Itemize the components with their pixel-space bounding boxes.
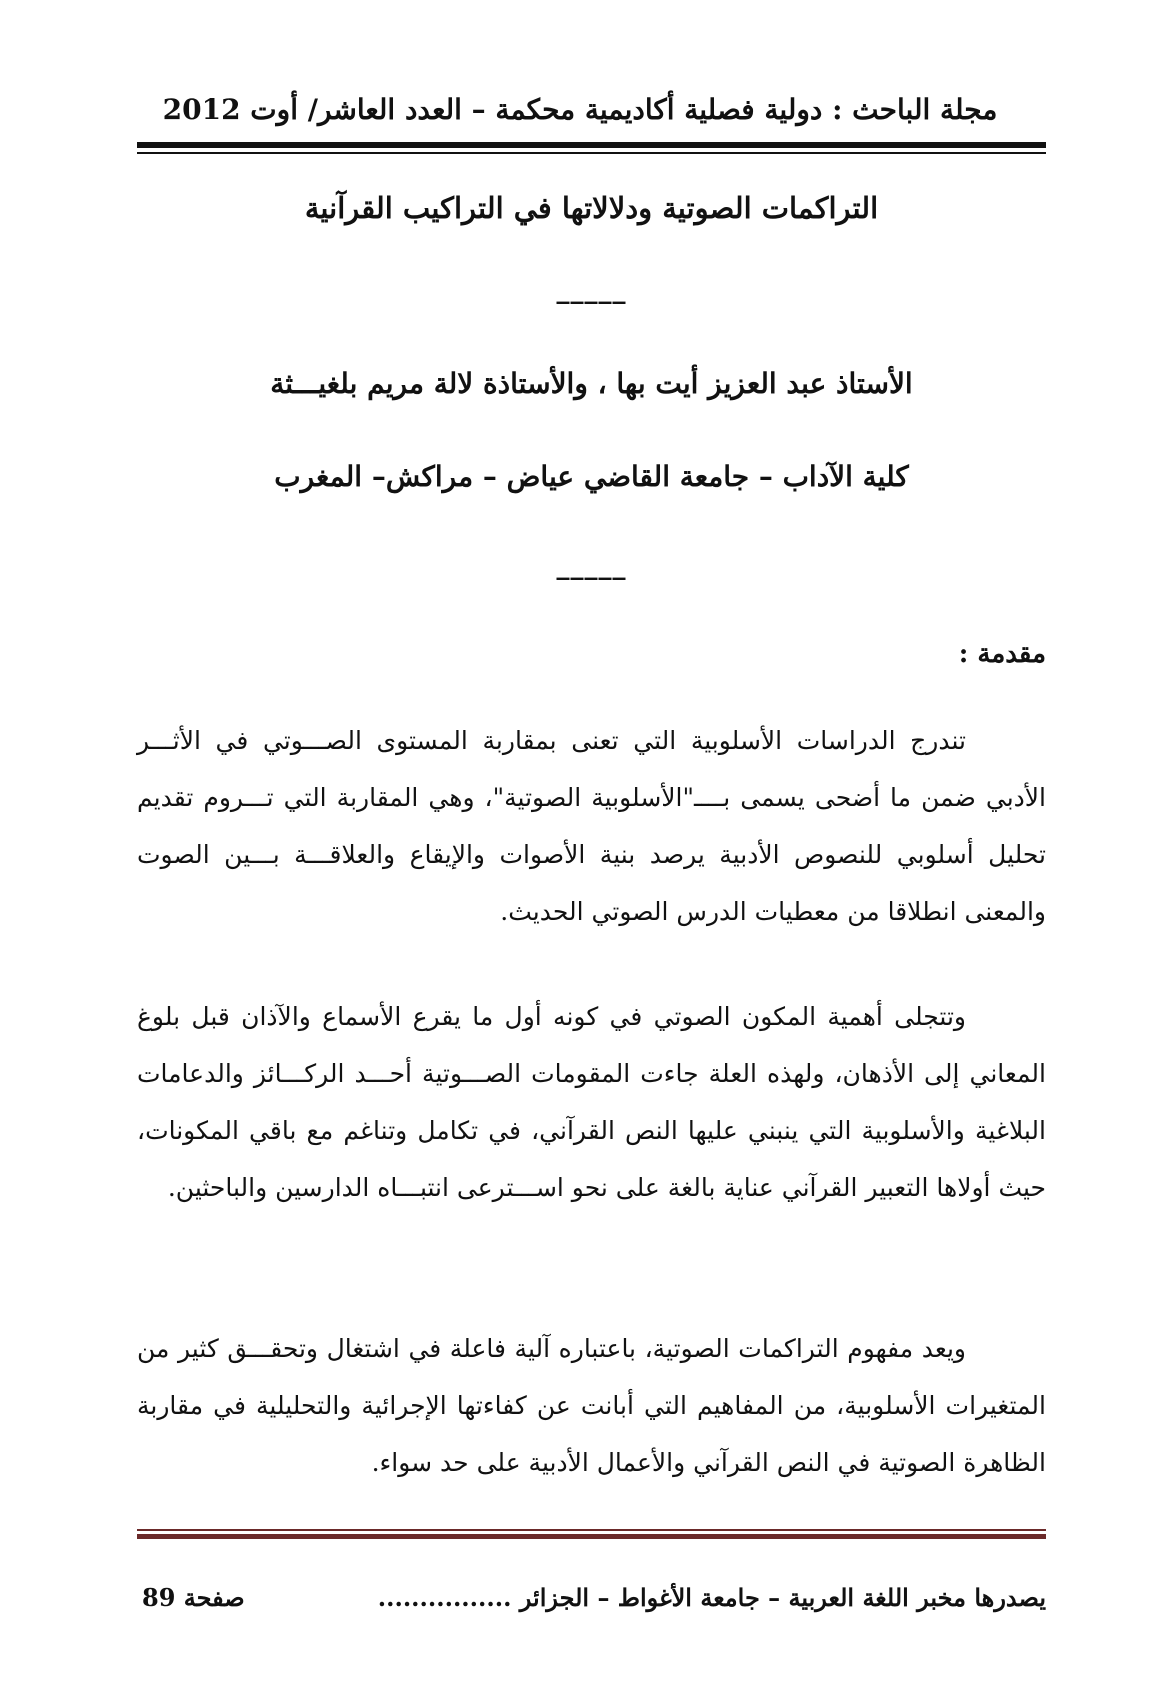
journal-header: مجلة الباحث : دولية فصلية أكاديمية محكمة – العدد العاشر/ أوت 2012 [162, 93, 998, 126]
affiliation-separator: _____ [556, 551, 627, 581]
header-rule-thick [137, 142, 1046, 148]
header-rule-thin [137, 152, 1046, 154]
footer-publisher: يصدرها مخبر اللغة العربية – جامعة الأغواط – الجزائر ................ [377, 1583, 1046, 1612]
title-separator: _____ [556, 275, 627, 305]
article-affiliation: كلية الآداب – جامعة القاضي عياض – مراكش– المغرب [274, 460, 909, 493]
footer-rule-thick [137, 1534, 1046, 1539]
page-number: صفحة 89 [142, 1583, 245, 1612]
intro-heading: مقدمة : [958, 639, 1046, 669]
footer-rule-thin [137, 1529, 1046, 1531]
paragraph-1: تندرج الدراسات الأسلوبية التي تعنى بمقاربة المستوى الصـــوتي في الأثـــر الأدبي ضمن ما أضحى يسمى بــــ"الأسلوبية الصوتية"، وهي المقاربة التي تـــروم تقديم تحليل أسلوبي للنصوص الأدبية يرصد بنية الأصوات والإيقاع والعلاقـــة بـــين الصوت والمعنى انطلاقا من معطيات الدرس الصوتي الحديث. [137, 726, 1046, 926]
paragraph-2: وتتجلى أهمية المكون الصوتي في كونه أول ما يقرع الأسماع والآذان قبل بلوغ المعاني إلى الأذهان، ولهذه العلة جاءت المقومات الصـــوتية أحـــد الركـــائز والدعامات البلاغية والأسلوبية التي ينبني عليها النص القرآني، في تكامل وتناغم مع باقي المكونات، حيث أولاها التعبير القرآني عناية بالغة على نحو اســـترعى انتبـــاه الدارسين والباحثين. [137, 1002, 1046, 1202]
article-title: التراكمات الصوتية ودلالاتها في التراكيب القرآنية [304, 191, 879, 225]
article-authors: الأستاذ عبد العزيز أيت بها ، والأستاذة لالة مريم بلغيـــثة [270, 367, 913, 400]
paragraph-3: ويعد مفهوم التراكمات الصوتية، باعتباره آلية فاعلة في اشتغال وتحقـــق كثير من المتغيرات الأسلوبية، من المفاهيم التي أبانت عن كفاءتها الإجرائية والتحليلية في مقاربة الظاهرة الصوتية في النص القرآني والأعمال الأدبية على حد سواء. [137, 1334, 1046, 1477]
